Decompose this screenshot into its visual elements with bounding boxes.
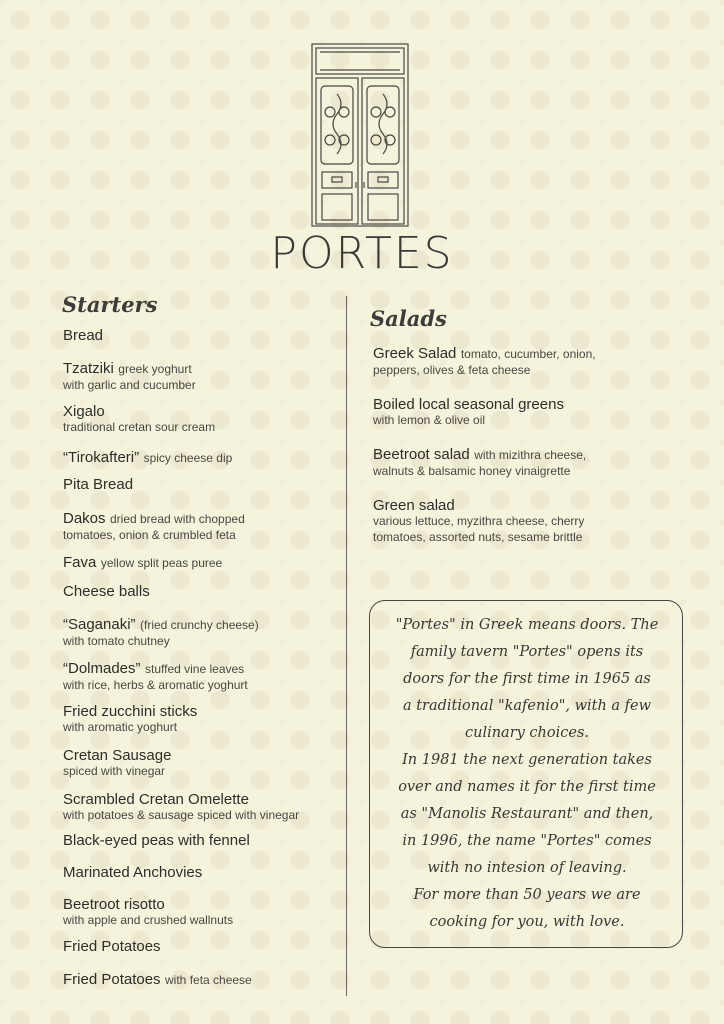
item-description: with aromatic yoghurt <box>63 720 178 734</box>
menu-item <box>63 450 232 466</box>
note-line: a traditional "kafenio", with a few <box>402 698 652 714</box>
item-name: Scrambled Cretan Omelette <box>63 791 249 808</box>
menu-item <box>63 617 259 649</box>
item-name: Fried Potatoes <box>63 938 161 955</box>
item-name: Beetroot salad <box>373 446 470 463</box>
item-description: with potatoes & sausage spiced with vinegar <box>63 808 300 822</box>
menu-item <box>63 897 233 928</box>
salads-heading: Salads <box>370 306 447 331</box>
menu-item <box>63 477 133 492</box>
note-line: family tavern "Portes" opens its <box>410 644 644 660</box>
item-description: with mizithra cheese, <box>474 448 587 462</box>
menu-item <box>63 555 222 571</box>
menu-item <box>63 361 196 393</box>
note-line: over and names it for the first time <box>398 779 656 795</box>
menu-item <box>373 397 564 428</box>
item-description: with tomato chutney <box>63 634 170 648</box>
note-line: "Portes" in Greek means doors. The <box>395 617 659 633</box>
item-name: “Dolmades” <box>63 660 141 677</box>
item-name: Cretan Sausage <box>63 747 172 764</box>
menu-item <box>63 704 197 735</box>
menu-item <box>63 865 202 880</box>
history-note-text <box>380 612 674 936</box>
note-line: cooking for you, with love. <box>429 914 625 930</box>
item-description: greek yoghurt <box>118 362 192 376</box>
menu-item <box>63 939 161 954</box>
item-description: yellow split peas puree <box>100 556 223 570</box>
item-description: with garlic and cucumber <box>63 378 196 392</box>
item-name: Xigalo <box>63 403 105 420</box>
item-description: peppers, olives & feta cheese <box>373 363 531 377</box>
item-name: Fried Potatoes <box>63 971 161 988</box>
item-description: various lettuce, myzithra cheese, cherry <box>373 514 585 528</box>
item-description: (fried crunchy cheese) <box>140 618 259 632</box>
item-name: Black-eyed peas with fennel <box>63 832 250 849</box>
note-line: as "Manolis Restaurant" and then, <box>400 806 654 822</box>
menu-item <box>63 661 248 693</box>
menu-item <box>373 447 586 479</box>
item-name: “Tirokafteri” <box>63 449 140 466</box>
note-line: doors for the first time in 1965 as <box>403 671 651 687</box>
note-line: In 1981 the next generation takes <box>402 752 652 768</box>
menu-item <box>63 511 245 543</box>
note-line: For more than 50 years we are <box>413 887 641 903</box>
menu-item <box>63 584 150 599</box>
item-description: spicy cheese dip <box>143 451 233 465</box>
item-name: Beetroot risotto <box>63 896 165 913</box>
menu-item <box>63 792 299 823</box>
item-description: tomatoes, assorted nuts, sesame brittle <box>373 530 583 544</box>
note-line: culinary choices. <box>464 725 590 741</box>
item-name: Tzatziki <box>63 360 114 377</box>
item-description: with feta cheese <box>165 973 252 987</box>
starters-heading: Starters <box>62 292 158 317</box>
item-description: tomatoes, onion & crumbled feta <box>63 528 236 542</box>
menu-item <box>63 833 250 848</box>
item-name: Dakos <box>63 510 106 527</box>
item-name: Greek Salad <box>373 345 457 362</box>
brand-name: PORTES <box>270 228 454 279</box>
item-name: Fried zucchini sticks <box>63 703 198 720</box>
item-name: Bread <box>63 327 104 344</box>
door-logo-illustration <box>310 42 410 228</box>
item-name: Green salad <box>373 497 455 514</box>
item-name: “Saganaki” <box>63 616 136 633</box>
menu-item <box>63 404 215 435</box>
item-name: Pita Bread <box>63 476 134 493</box>
item-description: dried bread with chopped <box>109 512 245 526</box>
item-name: Boiled local seasonal greens <box>373 396 564 413</box>
menu-item <box>63 328 103 343</box>
menu-item <box>63 972 252 988</box>
item-description: traditional cretan sour cream <box>63 420 216 434</box>
item-description: stuffed vine leaves <box>144 662 245 676</box>
item-description: tomato, cucumber, onion, <box>460 347 596 361</box>
item-description: with rice, herbs & aromatic yoghurt <box>63 678 248 692</box>
note-line: with no intesion of leaving. <box>427 860 627 876</box>
item-name: Cheese balls <box>63 583 150 600</box>
item-description: walnuts & balsamic honey vinaigrette <box>373 464 571 478</box>
note-line: in 1996, the name "Portes" comes <box>402 833 652 849</box>
item-name: Fava <box>63 554 97 571</box>
item-description: spiced with vinegar <box>63 764 166 778</box>
menu-item <box>63 748 171 779</box>
item-description: with apple and crushed wallnuts <box>63 913 234 927</box>
item-name: Marinated Anchovies <box>63 864 203 881</box>
item-description: with lemon & olive oil <box>373 413 486 427</box>
column-divider <box>346 296 347 996</box>
menu-item <box>373 346 596 378</box>
menu-item <box>373 498 584 545</box>
